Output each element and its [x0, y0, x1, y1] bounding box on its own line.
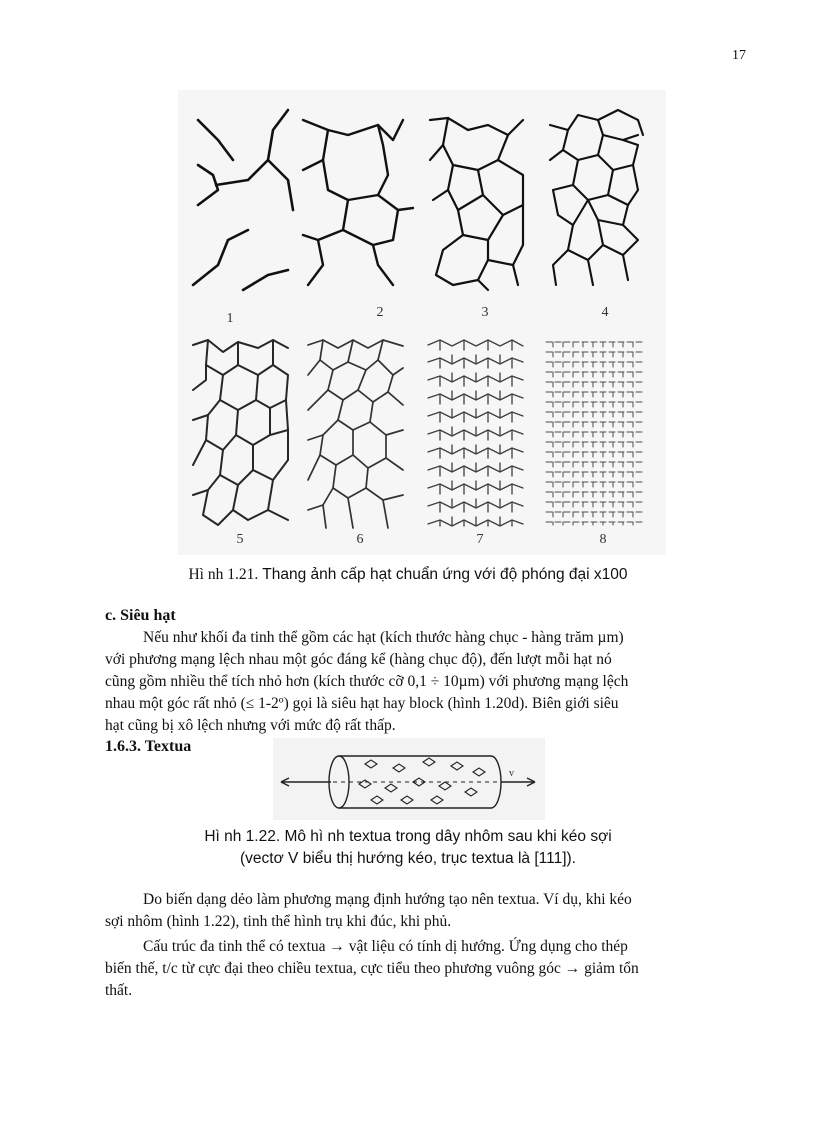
paragraph-line: cũng gồm nhiều thể tích nhỏ hơn (kích thước cỡ 0,1 ÷ 10µm) với phương mạng lệch [105, 673, 629, 690]
figure-1-22-caption [0, 826, 816, 870]
paragraph-line: Do biến dạng dẻo làm phương mạng định hướng tạo nên textua. Ví dụ, khi kéo [143, 891, 632, 908]
vector-v-label: v [509, 768, 514, 779]
page-number: 17 [732, 48, 746, 63]
panel-label-2: 2 [376, 305, 384, 320]
paragraph-line: hạt cũng bị xô lệch nhưng với mức độ rất thấp. [105, 717, 396, 734]
grain-panel-4 [550, 110, 643, 285]
figure-1-21-caption-text: Thang ảnh cấp hạt chuẩn ứng với độ phóng đại x100 [262, 566, 628, 583]
grain-panel-1 [193, 110, 293, 290]
grain-panel-3 [430, 118, 523, 290]
crystal-grains [359, 758, 485, 804]
panel-label-8: 8 [599, 532, 607, 547]
paragraph-line: biến thế, t/c từ cực đại theo chiều textua, cực tiểu theo phương vuông góc → giảm tổn [105, 960, 639, 977]
paragraph-line: với phương mạng lệch nhau một góc đáng kể (hàng chục độ), đến lượt mỗi hạt nó [105, 651, 612, 668]
paragraph-line: Nếu như khối đa tinh thể gồm các hạt (kích thước hàng chục - hàng trăm µm) [143, 629, 624, 646]
grain-panel-8 [546, 342, 643, 525]
panel-label-7: 7 [476, 532, 484, 547]
panel-label-5: 5 [236, 532, 244, 547]
paragraph-textua-1 [105, 889, 746, 933]
paragraph-line: thất. [105, 982, 133, 999]
panel-label-1: 1 [226, 311, 234, 326]
section-heading-sieu-hat: c. Siêu hạt [105, 607, 176, 624]
section-heading-textua: 1.6.3. Textua [105, 738, 192, 755]
figure-1-22-caption-line-1: Hì nh 1.22. Mô hì nh textua trong dây nhôm sau khi kéo sợi [204, 828, 612, 845]
grain-panel-6 [308, 340, 403, 528]
textua-wire-figure [273, 738, 545, 820]
paragraph-line: Cấu trúc đa tinh thể có textua → vật liệu có tính dị hướng. Ứng dụng cho thép [143, 938, 628, 955]
panel-label-6: 6 [356, 532, 364, 547]
grain-panel-5 [193, 340, 288, 525]
figure-1-22-caption-line-2: (vectơ V biểu thị hướng kéo, trục textua là [111]). [240, 850, 576, 867]
grain-panel-2 [303, 120, 413, 285]
paragraph-line: nhau một góc rất nhỏ (≤ 1-2º) gọi là siêu hạt hay block (hình 1.20d). Biên giới siêu [105, 695, 619, 712]
panel-label-4: 4 [601, 305, 609, 320]
paragraph-textua-2 [105, 936, 746, 1002]
wire-end-ellipse [329, 756, 349, 808]
section-c-paragraph [105, 627, 746, 737]
figure-1-21-caption [0, 566, 816, 584]
grain-panel-7 [428, 340, 523, 526]
figure-1-21-caption-prefix: Hì nh 1.21. [188, 566, 259, 583]
panel-label-3: 3 [481, 305, 489, 320]
grain-size-chart-figure [178, 90, 666, 555]
paragraph-line: sợi nhôm (hình 1.22), tinh thể hình trụ khi đúc, khi phủ. [105, 913, 452, 930]
